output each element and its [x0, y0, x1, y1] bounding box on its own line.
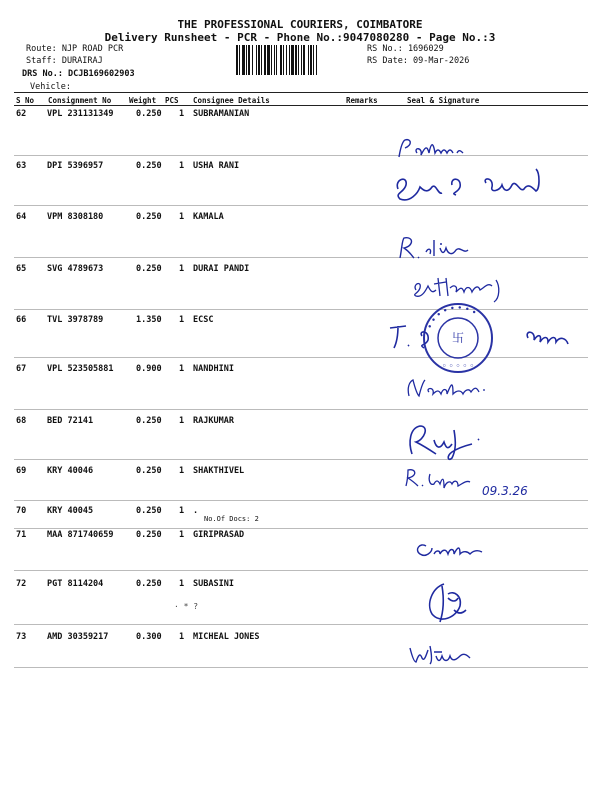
no-of-docs: No.Of Docs: 2 — [204, 515, 259, 523]
col-consignee: Consignee Details — [193, 96, 270, 105]
barcode-bar — [256, 45, 257, 75]
row-divider — [14, 500, 588, 501]
signature-71 — [412, 536, 492, 562]
weight-value: 0.250 — [136, 506, 162, 516]
serial-number: 70 — [16, 506, 27, 516]
col-weight: Weight — [129, 96, 157, 105]
pcs-count: 1 — [179, 530, 185, 540]
weight-value: 0.250 — [136, 264, 162, 274]
runsheet-subtitle: Delivery Runsheet - PCR - Phone No.:9047080280 - Page No.:3 — [104, 31, 496, 44]
signature-67 — [405, 374, 515, 406]
barcode-bar — [286, 45, 287, 75]
pcs-count: 1 — [179, 506, 185, 516]
barcode-bar — [308, 45, 309, 75]
weight-value: 0.250 — [136, 530, 162, 540]
consignment-number: KRY 40046 — [47, 466, 94, 476]
consignment-number: TVL 3978789 — [47, 315, 104, 325]
pcs-count: 1 — [179, 364, 185, 374]
barcode-bar — [301, 45, 302, 75]
signature-72 — [422, 578, 472, 628]
rs-number: RS No.: 1696029 — [367, 44, 444, 54]
barcode-bar — [274, 45, 275, 75]
pcs-count: 1 — [179, 264, 185, 274]
consignment-number: DPI 5396957 — [47, 161, 104, 171]
weight-value: 0.900 — [136, 364, 162, 374]
serial-number: 72 — [16, 579, 27, 589]
consignee-name: GIRIPRASAD — [193, 530, 245, 540]
barcode-bar — [271, 45, 272, 75]
consignee-name: . — [193, 506, 199, 516]
barcode-bar — [267, 45, 270, 75]
weight-value: 1.350 — [136, 315, 162, 325]
weight-value: 0.250 — [136, 161, 162, 171]
consignee-name: ECSC — [193, 315, 214, 325]
consignment-number: KRY 40045 — [47, 506, 94, 516]
serial-number: 71 — [16, 530, 27, 540]
consignee-name: NANDHINI — [193, 364, 234, 374]
weight-value: 0.250 — [136, 579, 162, 589]
row-divider — [14, 570, 588, 571]
weight-value: 0.250 — [136, 466, 162, 476]
serial-number: 67 — [16, 364, 27, 374]
consignee-name: MICHEAL JONES — [193, 632, 260, 642]
col-remarks: Remarks — [346, 96, 378, 105]
row-divider — [14, 155, 588, 156]
pcs-count: 1 — [179, 466, 185, 476]
signature-63 — [390, 163, 550, 208]
delivery-date-handwritten: 09.3.26 — [482, 484, 528, 498]
weight-value: 0.250 — [136, 416, 162, 426]
barcode-bar — [242, 45, 245, 75]
consignment-number: VPL 523505881 — [47, 364, 114, 374]
signature-66 — [388, 318, 578, 354]
pcs-count: 1 — [179, 579, 185, 589]
signature-73 — [406, 640, 476, 666]
pcs-count: 1 — [179, 109, 185, 119]
barcode-bar — [291, 45, 294, 75]
signature-64 — [396, 234, 486, 262]
rs-date: RS Date: 09-Mar-2026 — [367, 56, 470, 66]
barcode-bar — [239, 45, 240, 75]
signature-68 — [402, 418, 492, 462]
svg-text:卐: 卐 — [451, 331, 465, 345]
consignment-number: MAA 871740659 — [47, 530, 114, 540]
route-label: Route: NJP ROAD PCR — [26, 44, 124, 54]
serial-number: 63 — [16, 161, 27, 171]
stray-mark: · * ? — [174, 602, 199, 611]
row-divider — [14, 309, 588, 310]
barcode-image — [236, 45, 362, 75]
drs-number: DRS No.: DCJB169602903 — [22, 69, 135, 79]
barcode-bar — [246, 45, 247, 75]
row-divider — [14, 667, 588, 668]
pcs-count: 1 — [179, 315, 185, 325]
pcs-count: 1 — [179, 212, 185, 222]
consignee-name: SUBASINI — [193, 579, 234, 589]
row-divider — [14, 624, 588, 625]
row-divider — [14, 257, 588, 258]
consignment-number: PGT 8114204 — [47, 579, 104, 589]
serial-number: 65 — [16, 264, 27, 274]
consignee-name: USHA RANI — [193, 161, 240, 171]
row-divider — [14, 357, 588, 358]
consignment-number: VPM 8308180 — [47, 212, 104, 222]
consignee-name: SUBRAMANIAN — [193, 109, 250, 119]
pcs-count: 1 — [179, 416, 185, 426]
serial-number: 62 — [16, 109, 27, 119]
serial-number: 64 — [16, 212, 27, 222]
company-title: THE PROFESSIONAL COURIERS, COIMBATORE — [177, 18, 423, 31]
barcode-bar — [316, 45, 317, 75]
serial-number: 69 — [16, 466, 27, 476]
barcode-bar — [276, 45, 277, 75]
col-consignment: Consignment No — [48, 96, 112, 105]
row-divider — [14, 528, 588, 529]
consignment-number: AMD 30359217 — [47, 632, 109, 642]
serial-number: 66 — [16, 315, 27, 325]
serial-number: 68 — [16, 416, 27, 426]
consignee-name: KAMALA — [193, 212, 224, 222]
barcode-bar — [310, 45, 312, 75]
staff-label: Staff: DURAIRAJ — [26, 56, 103, 66]
barcode-bar — [283, 45, 284, 75]
col-pcs: PCS — [165, 96, 179, 105]
weight-value: 0.300 — [136, 632, 162, 642]
vehicle-label: Vehicle: — [30, 82, 71, 92]
barcode-bar — [280, 45, 282, 75]
svg-text:• • • • • • • •: • • • • • • • • — [425, 303, 478, 331]
signature-69 — [402, 466, 482, 492]
barcode-bar — [289, 45, 290, 75]
svg-text:◦ ◦ ◦ ◦ ◦: ◦ ◦ ◦ ◦ ◦ — [441, 362, 475, 370]
barcode-bar — [264, 45, 266, 75]
weight-value: 0.250 — [136, 109, 162, 119]
consignee-name: RAJKUMAR — [193, 416, 234, 426]
consignment-number: VPL 231131349 — [47, 109, 114, 119]
serial-number: 73 — [16, 632, 27, 642]
consignment-number: BED 72141 — [47, 416, 94, 426]
barcode-bar — [236, 45, 238, 75]
barcode-bar — [298, 45, 299, 75]
pcs-count: 1 — [179, 632, 185, 642]
barcode-bar — [303, 45, 305, 75]
barcode-bar — [261, 45, 262, 75]
weight-value: 0.250 — [136, 212, 162, 222]
barcode-bar — [252, 45, 253, 75]
row-divider — [14, 459, 588, 460]
col-sno: S No — [16, 96, 35, 105]
barcode-bar — [258, 45, 260, 75]
row-divider — [14, 409, 588, 410]
col-seal-signature: Seal & Signature — [407, 96, 480, 105]
consignee-name: DURAI PANDI — [193, 264, 250, 274]
signature-62 — [395, 135, 485, 165]
barcode-bar — [248, 45, 250, 75]
barcode-bar — [295, 45, 297, 75]
consignee-name: SHAKTHIVEL — [193, 466, 245, 476]
barcode-bar — [313, 45, 314, 75]
consignment-number: SVG 4789673 — [47, 264, 104, 274]
pcs-count: 1 — [179, 161, 185, 171]
